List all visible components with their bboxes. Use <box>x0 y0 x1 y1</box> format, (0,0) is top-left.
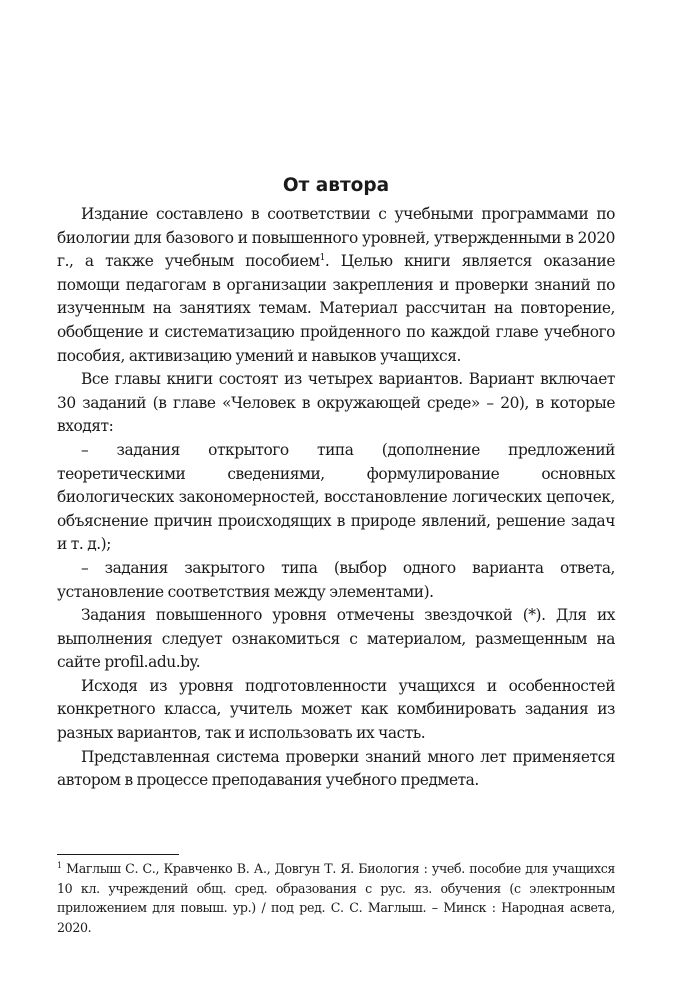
paragraph-7: Представленная система проверки знаний много лет применяется автором в процессе преподавания учебного предмета. <box>57 747 615 790</box>
paragraph-4: – задания закрытого типа (выбор одного варианта ответа, установление соответствия между элементами). <box>57 558 615 601</box>
paragraph-6: Исходя из уровня подготовленности учащихся и особенностей конкретного класса, учитель может как комбинировать задания из разных вариантов, так и использовать их часть. <box>57 676 615 743</box>
paragraph-1-text-b: . Целью книги является оказание помощи педагогам в организации закрепления и проверки знаний по изученным на занятиях темам. Материал рассчитан на повторение, обобщение и систематизацию пройденного по каждой главе учебного пособия, активизацию умений и навыков учащихся. <box>57 252 616 365</box>
footnote-divider <box>57 854 179 855</box>
page-title: От автора <box>282 175 390 196</box>
footnote-text: Маглыш С. С., Кравченко В. А., Довгун Т. Я. Биология : учеб. пособие для учащихся 10 кл. учреждений общ. сред. образования с рус. яз. обучения (с электронным приложением для повыш. ур.) / под ред. С. С. Маглыш. – Минск : Народная асвета, 2020. <box>57 861 615 935</box>
footnote <box>57 859 615 937</box>
body-text <box>57 203 615 793</box>
book-page <box>57 0 615 1000</box>
paragraph-3: – задания открытого типа (дополнение предложений теоретическими сведениями, формулирование основных биологических закономерностей, восстановление логических цепочек, объяснение причин происходящих в природе явлений, решение задач и т. д.); <box>57 440 615 554</box>
paragraph-1 <box>57 203 615 368</box>
paragraph-2: Все главы книги состоят из четырех вариантов. Вариант включает 30 заданий (в главе «Человек в окружающей среде» – 20), в которые входят: <box>57 370 615 436</box>
paragraph-1-text-a: Издание составлено в соответствии с учебными программами по биологии для базового и повышенного уровней, утвержденными в 2020 г., а также учебным пособием <box>57 205 615 271</box>
paragraph-5: Задания повышенного уровня отмечены звездочкой (*). Для их выполнения следует ознакомиться с материалом, размещенным на сайте profil.adu.by. <box>57 606 615 672</box>
footnote-mark: 1 <box>57 860 62 870</box>
footnote-reference: 1 <box>319 253 325 264</box>
